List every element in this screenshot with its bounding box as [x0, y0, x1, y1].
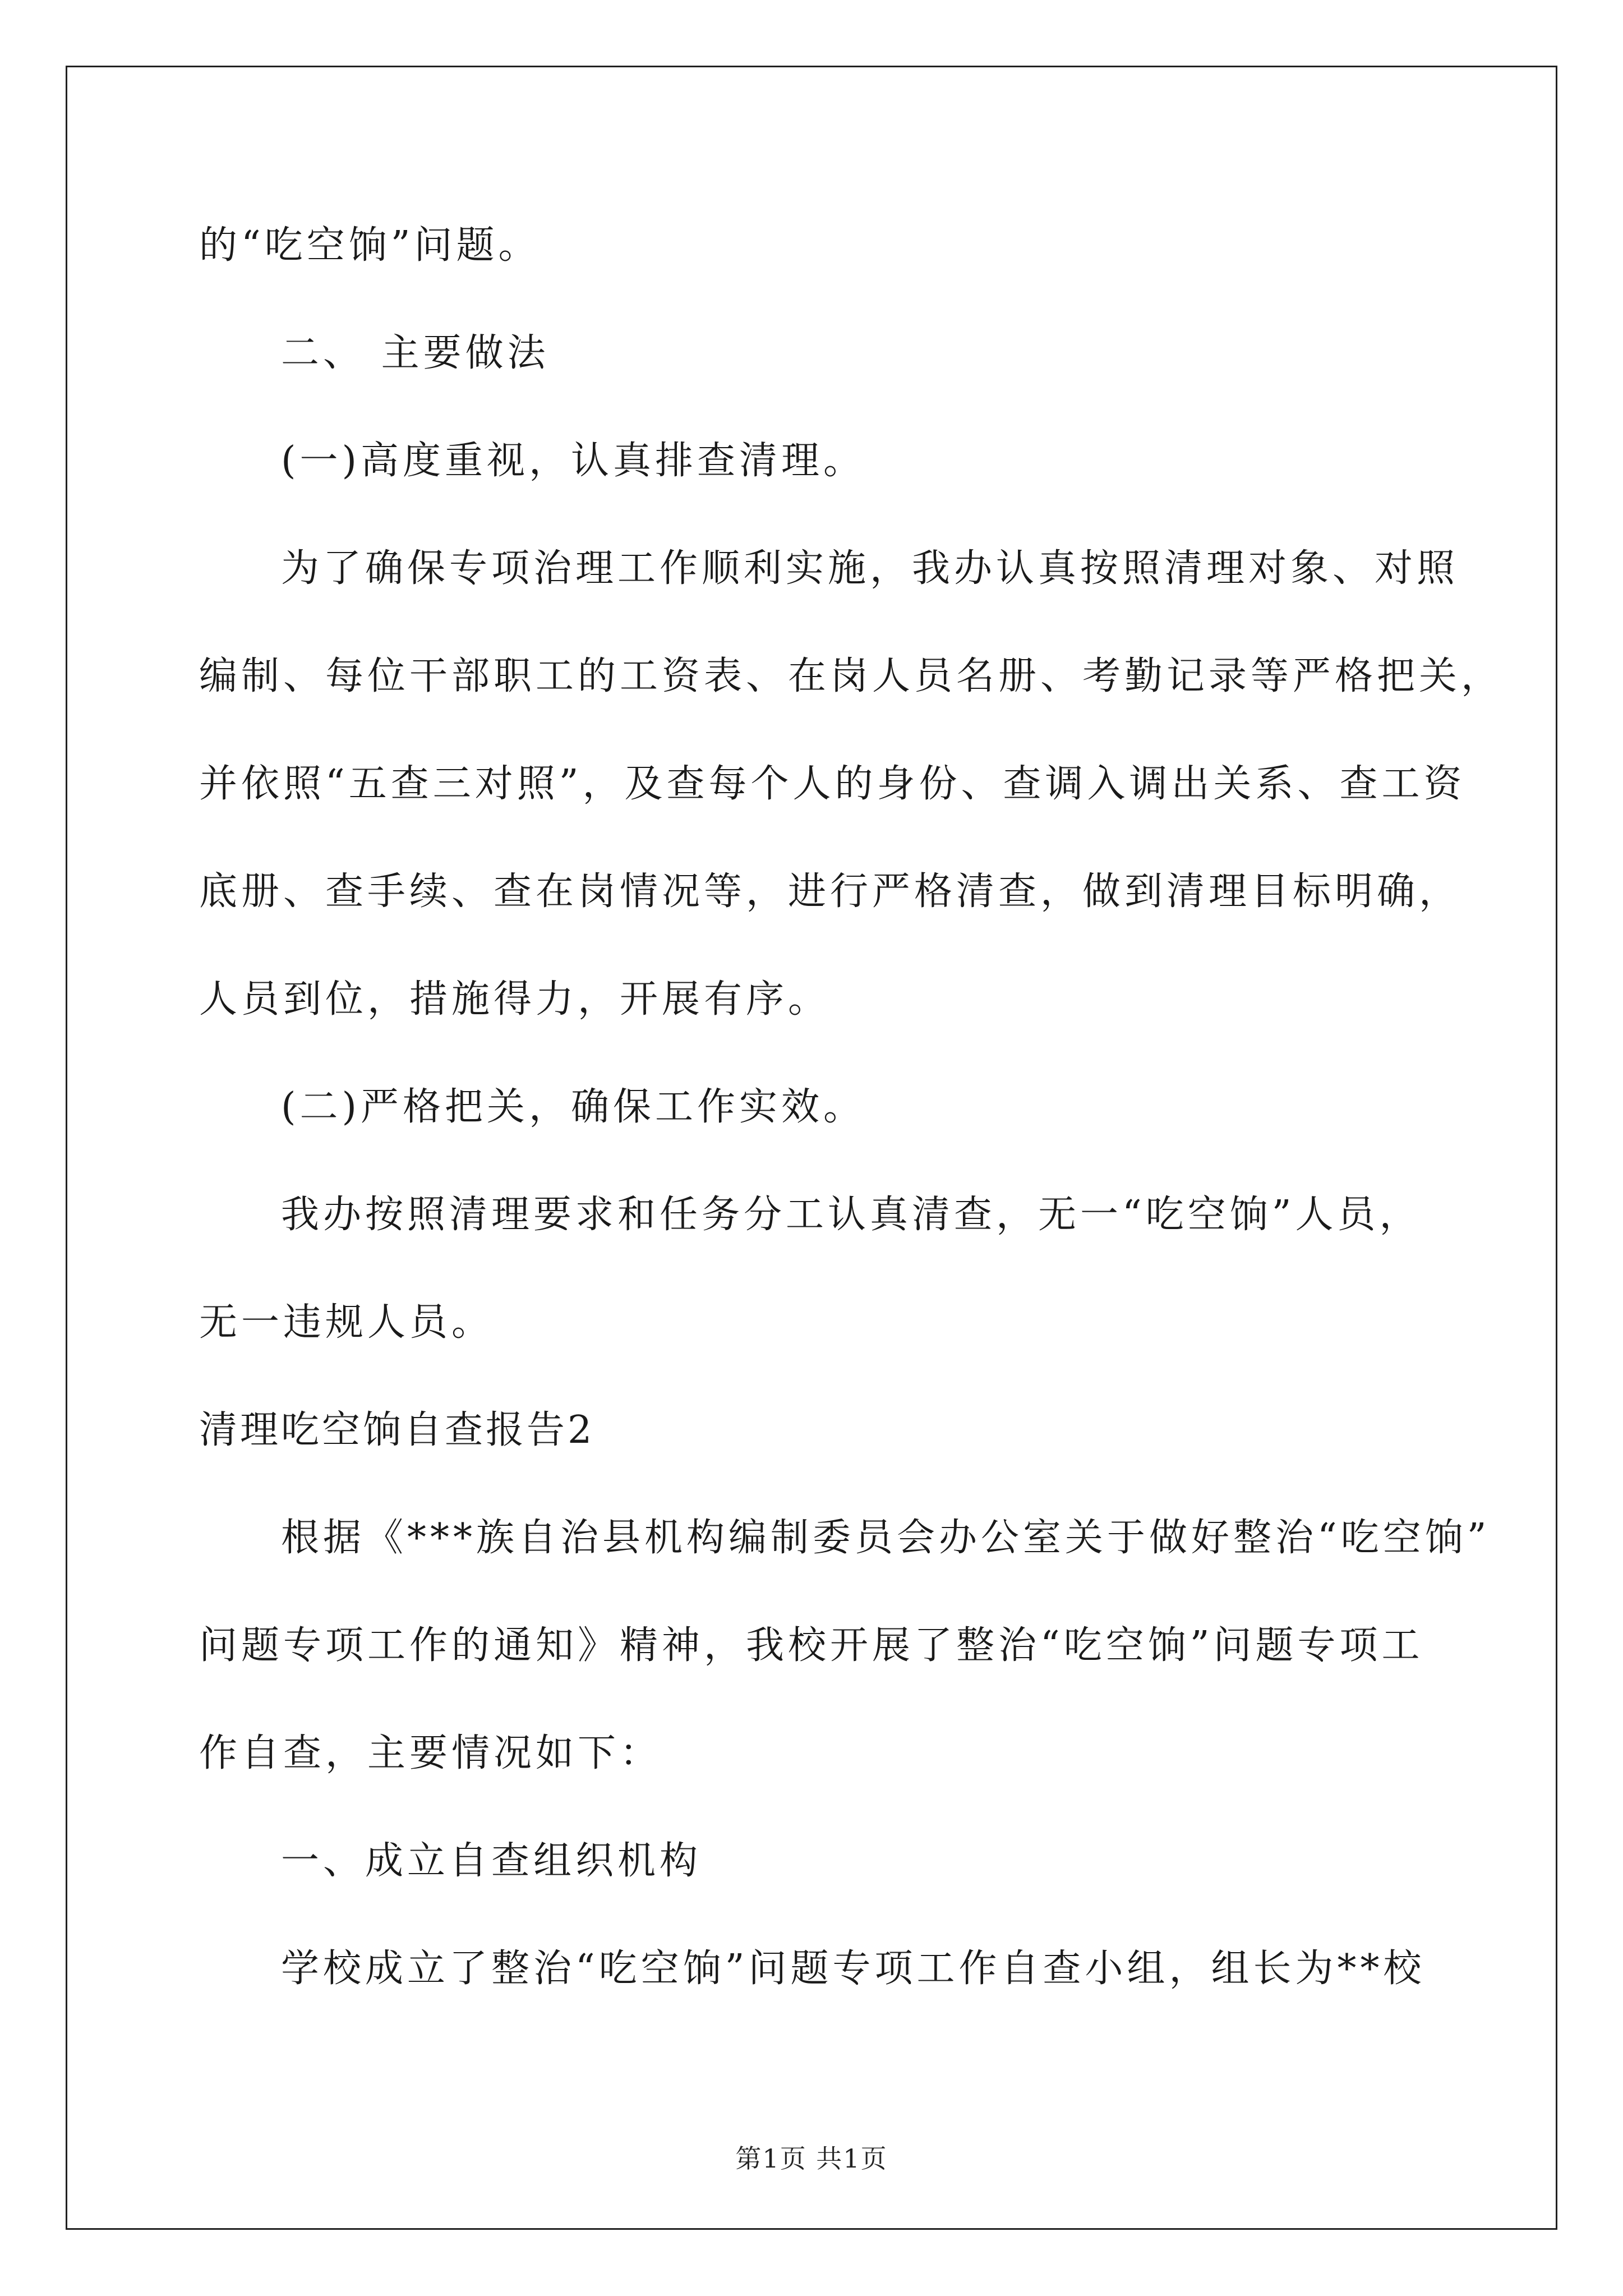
paragraph-line: 并依照“五查三对照”，及查每个人的身份、查调入调出关系、查工资	[199, 762, 1466, 806]
paragraph-line: 为了确保专项治理工作顺利实施，我办认真按照清理对象、对照	[281, 546, 1459, 591]
paragraph-line: 的“吃空饷”问题。	[199, 223, 541, 268]
section-heading: 一、成立自查组织机构	[281, 1839, 702, 1883]
section-heading: 二、 主要做法	[281, 331, 550, 375]
paragraph-line: 无一违规人员。	[199, 1300, 494, 1345]
paragraph-line: 根据《***族自治县机构编制委员会办公室关于做好整治“吃空饷”	[281, 1516, 1491, 1560]
paragraph-line: 编制、每位干部职工的工资表、在岗人员名册、考勤记录等严格把关，	[199, 654, 1504, 698]
paragraph-line: 问题专项工作的通知》精神，我校开展了整治“吃空饷”问题专项工	[199, 1623, 1424, 1668]
paragraph-line: 我办按照清理要求和任务分工认真清查，无一“吃空饷”人员，	[281, 1193, 1422, 1237]
page-border	[66, 66, 1557, 2230]
paragraph-line: 学校成立了整治“吃空饷”问题专项工作自查小组，组长为**校	[281, 1947, 1426, 1991]
subsection-heading: (二)严格把关，确保工作实效。	[281, 1085, 866, 1129]
paragraph-line: 人员到位，措施得力，开展有序。	[199, 977, 831, 1022]
paragraph-line: 底册、查手续、查在岗情况等，进行严格清查，做到清理目标明确，	[199, 869, 1461, 914]
paragraph-line: 作自查，主要情况如下：	[199, 1731, 662, 1775]
page-footer: 第1页 共1页	[735, 2143, 888, 2174]
subsection-heading: (一)高度重视，认真排查清理。	[281, 439, 866, 483]
report-title: 清理吃空饷自查报告2	[199, 1408, 595, 1452]
